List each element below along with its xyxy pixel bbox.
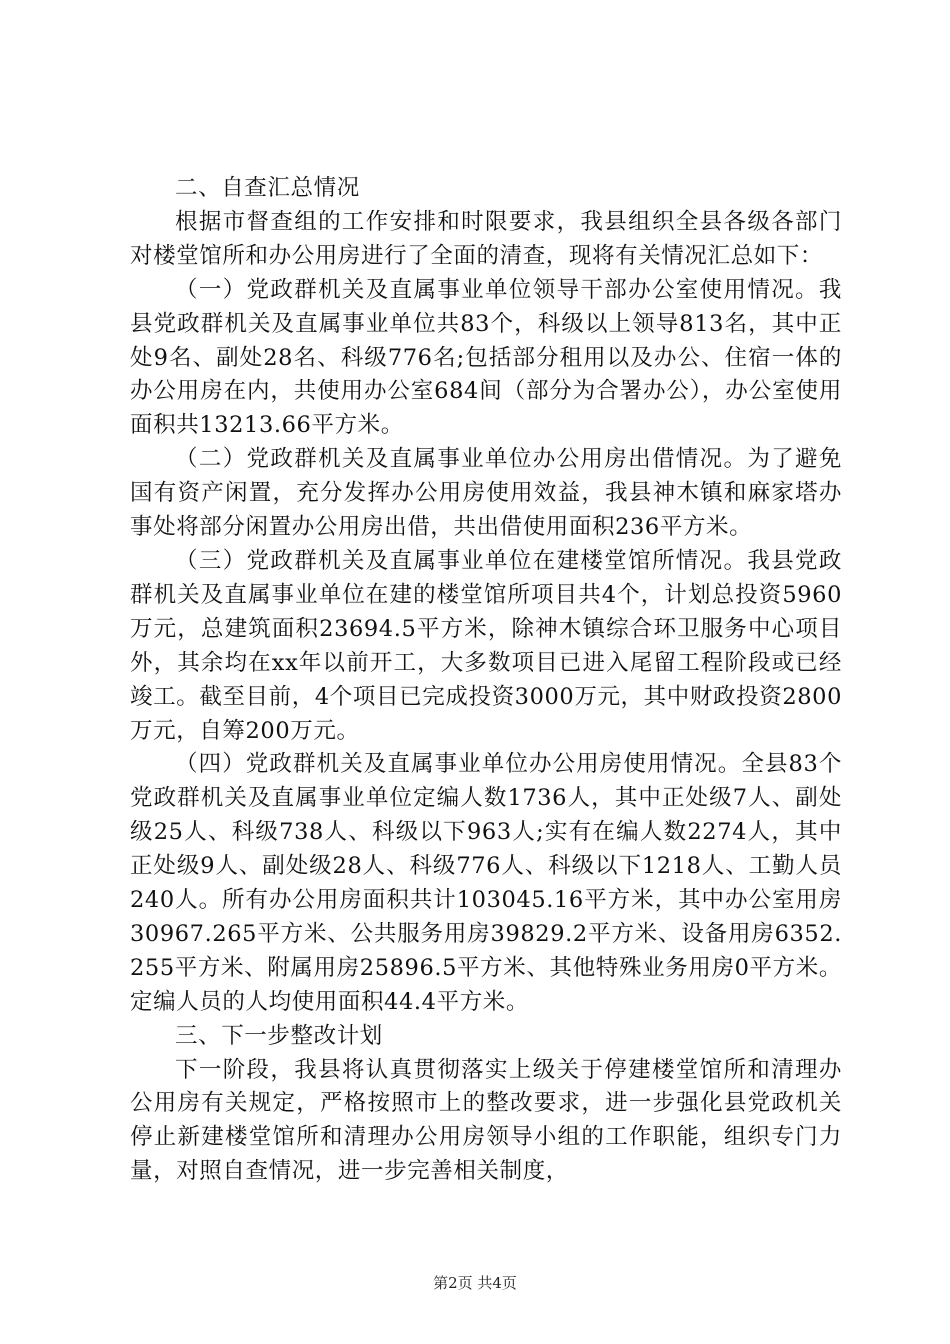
- section-3-paragraph: 下一阶段，我县将认真贯彻落实上级关于停建楼堂馆所和清理办公用房有关规定，严格按照市上的整改要求，进一步强化县党政机关停止新建楼堂馆所和清理办公用房领导小组的工作职能，组织专门力量，对照自查情况，进一步完善相关制度，: [130, 1056, 842, 1185]
- document-body: [130, 172, 842, 1189]
- item-1-paragraph: （一）党政群机关及直属事业单位领导干部办公室使用情况。我县党政群机关及直属事业单位共83个，科级以上领导813名，其中正处9名、副处28名、科级776名;包括部分租用以及办公、住宿一体的办公用房在内，共使用办公室684间（部分为合署办公），办公室使用面积共13213.66平方米。: [130, 276, 842, 439]
- section-3-heading: 三、下一步整改计划: [175, 1022, 383, 1049]
- item-4-paragraph: （四）党政群机关及直属事业单位办公用房使用情况。全县83个党政群机关及直属事业单位定编人数1736人，其中正处级7人、副处级25人、科级738人、科级以下963人;实有在编人数2274人，其中正处级9人、副处级28人、科级776人、科级以下1218人、工勤人员240人。所有办公用房面积共计103045.16平方米，其中办公室用房30967.265平方米、公共服务用房39829.2平方米、设备用房6352.255平方米、附属用房25896.5平方米、其他特殊业务用房0平方米。定编人员的人均使用面积44.4平方米。: [130, 751, 842, 1015]
- intro-paragraph: 根据市督查组的工作安排和时限要求，我县组织全县各级各部门对楼堂馆所和办公用房进行了全面的清查，现将有关情况汇总如下：: [130, 208, 842, 269]
- section-2-heading: 二、自查汇总情况: [175, 175, 360, 201]
- item-3-paragraph: （三）党政群机关及直属事业单位在建楼堂馆所情况。我县党政群机关及直属事业单位在建的楼堂馆所项目共4个，计划总投资5960万元，总建筑面积23694.5平方米，除神木镇综合环卫服务中心项目外，其余均在xx年以前开工，大多数项目已进入尾留工程阶段或已经竣工。截至目前，4个项目已完成投资3000万元，其中财政投资2800万元，自筹200万元。: [130, 547, 842, 744]
- page-number-footer: 第2页 共4页: [433, 1274, 517, 1292]
- item-2-paragraph: （二）党政群机关及直属事业单位办公用房出借情况。为了避免国有资产闲置，充分发挥办公用房使用效益，我县神木镇和麻家塔办事处将部分闲置办公用房出借，共出借使用面积236平方米。: [130, 446, 842, 541]
